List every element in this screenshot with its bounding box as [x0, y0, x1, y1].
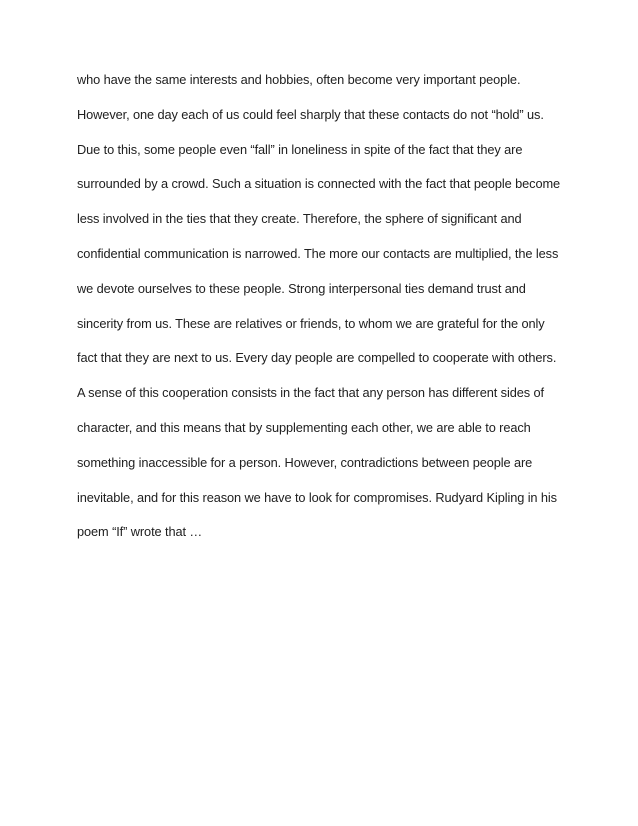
text-line: Due to this, some people even “fall” in loneliness in spite of the fact that they are: [77, 141, 523, 157]
text-line: A sense of this cooperation consists in the fact that any person has different sides of: [77, 385, 544, 401]
text-line: sincerity from us. These are relatives or friends, to whom we are grateful for the only: [77, 315, 545, 331]
text-line: However, one day each of us could feel sharply that these contacts do not “hold” us.: [77, 106, 544, 122]
text-line: something inaccessible for a person. However, contradictions between people are: [77, 454, 533, 470]
text-line: fact that they are next to us. Every day people are compelled to cooperate with others.: [77, 350, 557, 366]
text-line: surrounded by a crowd. Such a situation is connected with the fact that people become: [77, 176, 561, 192]
text-line: we devote ourselves to these people. Strong interpersonal ties demand trust and: [77, 280, 526, 296]
text-line: inevitable, and for this reason we have to look for compromises. Rudyard Kipling in his: [77, 489, 557, 505]
text-line: less involved in the ties that they create. Therefore, the sphere of significant and: [77, 211, 522, 227]
text-line: confidential communication is narrowed. The more our contacts are multiplied, the less: [77, 245, 559, 261]
body-paragraph: [77, 69, 577, 556]
text-line: who have the same interests and hobbies, often become very important people.: [77, 72, 521, 87]
text-line: poem “If” wrote that …: [77, 524, 203, 540]
text-line: character, and this means that by supplementing each other, we are able to reach: [77, 419, 531, 435]
